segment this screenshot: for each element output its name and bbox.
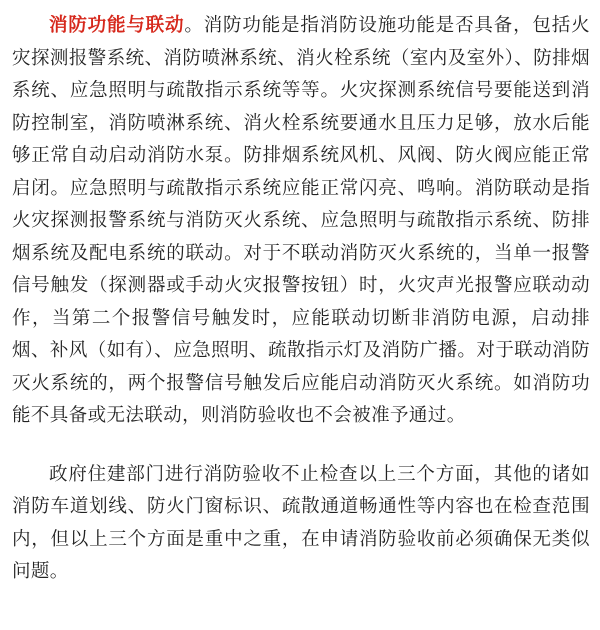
paragraph-body: 。消防功能是指消防设施功能是否具备，包括火灾探测报警系统、消防喷淋系统、消火栓系统（室内及室外）、防排烟系统、应急照明与疏散指示系统等等。火灾探测系统信号要能送到消防控制室，消防喷淋系统、消火栓系统要通水且压力足够，放水后能够正常自动启动消防水泵。防排烟系统风机、风阀、防火阀应能正常启闭。应急照明与疏散指示系统应能正常闪亮、鸣响。消防联动是指火灾探测报警系统与消防灭火系统、应急照明与疏散指示系统、防排烟系统及配电系统的联动。对于不联动消防灭火系统的，当单一报警信号触发（探测器或手动火灾报警按钮）时，火灾声光报警应联动动作，当第二个报警信号触发时，应能联动切断非消防电源，启动排烟、补风（如有）、应急照明、疏散指示灯及消防广播。对于联动消防灭火系统的，两个报警信号触发后应能启动消防灭火系统。如消防功能不具备或无法联动，则消防验收也不会被准予通过。 bbox=[12, 15, 590, 426]
article bbox=[12, 10, 590, 589]
paragraph-acceptance-scope bbox=[12, 459, 590, 589]
section-lead-title: 消防功能与联动 bbox=[49, 15, 185, 36]
paragraph-fire-function-linkage bbox=[12, 10, 590, 433]
paragraph-body: 政府住建部门进行消防验收不止检查以上三个方面，其他的诸如消防车道划线、防火门窗标识、疏散通道畅通性等内容也在检查范围内，但以上三个方面是重中之重，在申请消防验收前必须确保无类似问题。 bbox=[12, 463, 590, 582]
